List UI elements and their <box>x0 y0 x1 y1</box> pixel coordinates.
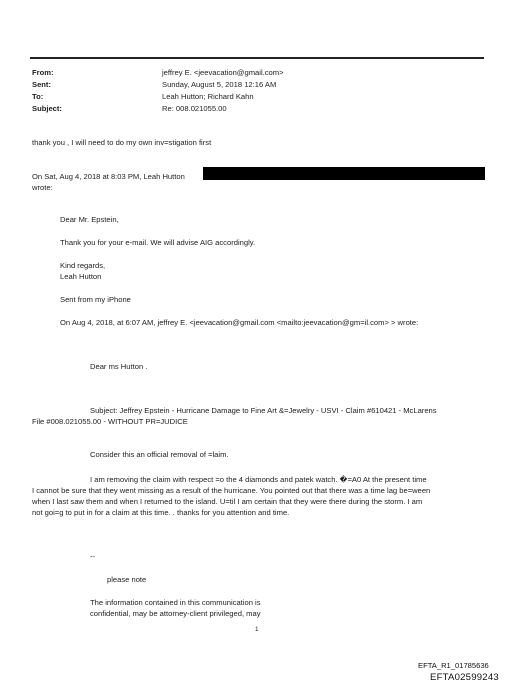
subject-line-2: File #008.021055.00 - WITHOUT PR=JUDICE <box>32 417 188 426</box>
sent-label: Sent: <box>32 80 51 89</box>
from-label: From: <box>32 68 54 77</box>
subject-value: Re: 008.021055.00 <box>162 104 227 113</box>
signature-dashes: -- <box>90 552 96 561</box>
para-line-4: not goi=g to put in for a claim at this time. . thanks for you attention and time. <box>32 508 290 517</box>
para-line-2: I cannot be sure that they went missing as a result of the hurricane. You pointed out that there was a time lag be=ween <box>32 486 431 495</box>
header-rule <box>30 57 484 59</box>
regards: Kind regards, <box>60 261 106 270</box>
sent-from: Sent from my iPhone <box>60 295 131 304</box>
subject-label: Subject: <box>32 104 62 113</box>
to-label: To: <box>32 92 44 101</box>
para-line-1: I am removing the claim with respect =o the 4 diamonds and patek watch. �=A0 At the present time <box>90 475 427 484</box>
redaction-bar <box>203 167 485 180</box>
please-note: please note <box>107 575 147 584</box>
footer-id-1: EFTA_R1_01785636 <box>418 661 489 670</box>
consider-line: Consider this an official removal of =laim. <box>90 450 229 459</box>
reply-line: thank you , I will need to do my own inv=stigation first <box>32 138 212 147</box>
subject-line-1: Subject: Jeffrey Epstein - Hurricane Damage to Fine Art &=Jewelry - USVI - Claim #610421 - McLarens <box>90 406 437 415</box>
thanks-line: Thank you for your e-mail. We will advise AIG accordingly. <box>60 238 256 247</box>
info-line-2: confidential, may be attorney-client privileged, may <box>90 609 261 618</box>
footer-id-2: EFTA02599243 <box>430 672 499 683</box>
quote1-wrote: wrote: <box>32 183 53 192</box>
quote1-header: On Sat, Aug 4, 2018 at 8:03 PM, Leah Hutton <box>32 172 185 181</box>
quote2-header: On Aug 4, 2018, at 6:07 AM, jeffrey E. <jeevacation@gmail.com <mailto:jeevacation@gm=il.com> > wrote: <box>60 318 419 327</box>
greeting: Dear Mr. Epstein, <box>60 215 119 224</box>
page-number: 1 <box>255 626 259 633</box>
from-value: jeffrey E. <jeevacation@gmail.com> <box>162 68 284 77</box>
para-line-3: when I last saw them and when I returned to the island. U=til I am certain that they were there during the storm. I am <box>32 497 423 506</box>
info-line-1: The information contained in this communication is <box>90 598 261 607</box>
signature-name: Leah Hutton <box>60 272 102 281</box>
to-value: Leah Hutton; Richard Kahn <box>162 92 254 101</box>
dear-ms: Dear ms Hutton . <box>90 362 148 371</box>
sent-value: Sunday, August 5, 2018 12:16 AM <box>162 80 277 89</box>
